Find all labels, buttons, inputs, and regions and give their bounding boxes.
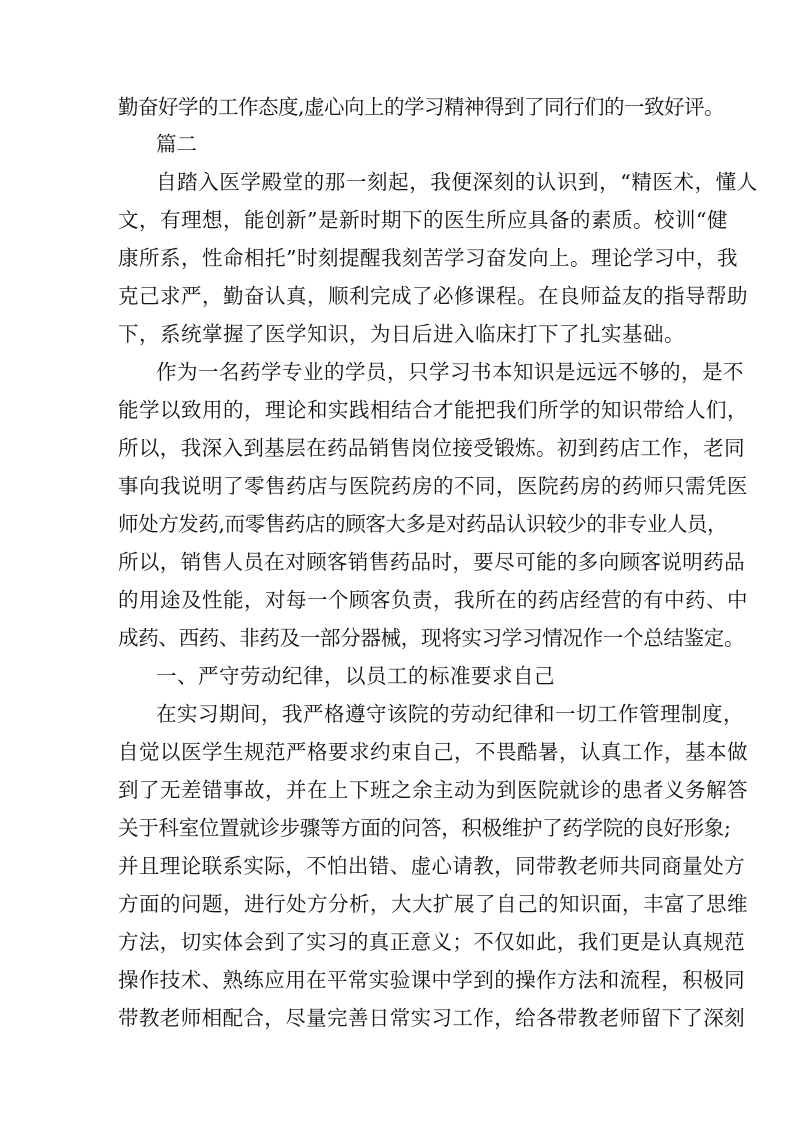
text-line: 操作技术、熟练应用在平常实验课中学到的操作方法和流程，积极同 (118, 968, 745, 992)
section-heading: 篇二 (156, 132, 197, 156)
text-line: 带教老师相配合，尽量完善日常实习工作，给各带教老师留下了深刻 (118, 1006, 745, 1030)
text-line: 在实习期间，我严格遵守该院的劳动纪律和一切工作管理制度， (156, 702, 744, 726)
text-line: 方面的问题，进行处方分析，大大扩展了自己的知识面，丰富了思维 (118, 892, 748, 916)
text-line: 的用途及性能，对每一个顾客负责，我所在的药店经营的有中药、中 (118, 588, 748, 612)
text-line: 成药、西药、非药及一部分器械，现将实习学习情况作一个总结鉴定。 (118, 626, 745, 650)
text-line: 康所系，性命相托”时刻提醒我刻苦学习奋发向上。理论学习中，我 (118, 246, 738, 270)
text-line: 下，系统掌握了医学知识，为日后进入临床打下了扎实基础。 (118, 322, 685, 346)
text-line: 到了无差错事故，并在上下班之余主动为到医院就诊的患者义务解答 (118, 778, 748, 802)
text-line: 并且理论联系实际，不怕出错、虚心请教，同带教老师共同商量处方 (118, 854, 745, 878)
text-line: 事向我说明了零售药店与医院药房的不同，医院药房的药师只需凭医 (118, 474, 748, 498)
text-line: 作为一名药学专业的学员，只学习书本知识是远远不够的，是不 (156, 360, 744, 384)
text-line: 所以，我深入到基层在药品销售岗位接受锻炼。初到药店工作，老同 (118, 436, 745, 460)
text-line: 方法，切实体会到了实习的真正意义；不仅如此，我们更是认真规范 (118, 930, 745, 954)
text-line: 师处方发药,而零售药店的顾客大多是对药品认识较少的非专业人员， (118, 512, 728, 536)
section-heading: 一、严守劳动纪律，以员工的标准要求自己 (156, 664, 555, 688)
text-line: 所以，销售人员在对顾客销售药品时，要尽可能的多向顾客说明药品 (118, 550, 745, 574)
text-line: 自踏入医学殿堂的那一刻起，我便深刻的认识到，“精医术，懂人 (156, 170, 758, 194)
text-line: 关于科室位置就诊步骤等方面的问答，积极维护了药学院的良好形象; (118, 816, 731, 840)
text-line: 勤奋好学的工作态度,虚心向上的学习精神得到了同行们的一致好评。 (118, 95, 725, 119)
text-line: 能学以致用的，理论和实践相结合才能把我们所学的知识带给人们， (118, 398, 748, 422)
text-line: 克己求严，勤奋认真，顺利完成了必修课程。在良师益友的指导帮助 (118, 284, 748, 308)
text-line: 自觉以医学生规范严格要求约束自己，不畏酷暑，认真工作，基本做 (118, 740, 748, 764)
text-line: 文，有理想，能创新”是新时期下的医生所应具备的素质。校训“健 (118, 208, 728, 232)
